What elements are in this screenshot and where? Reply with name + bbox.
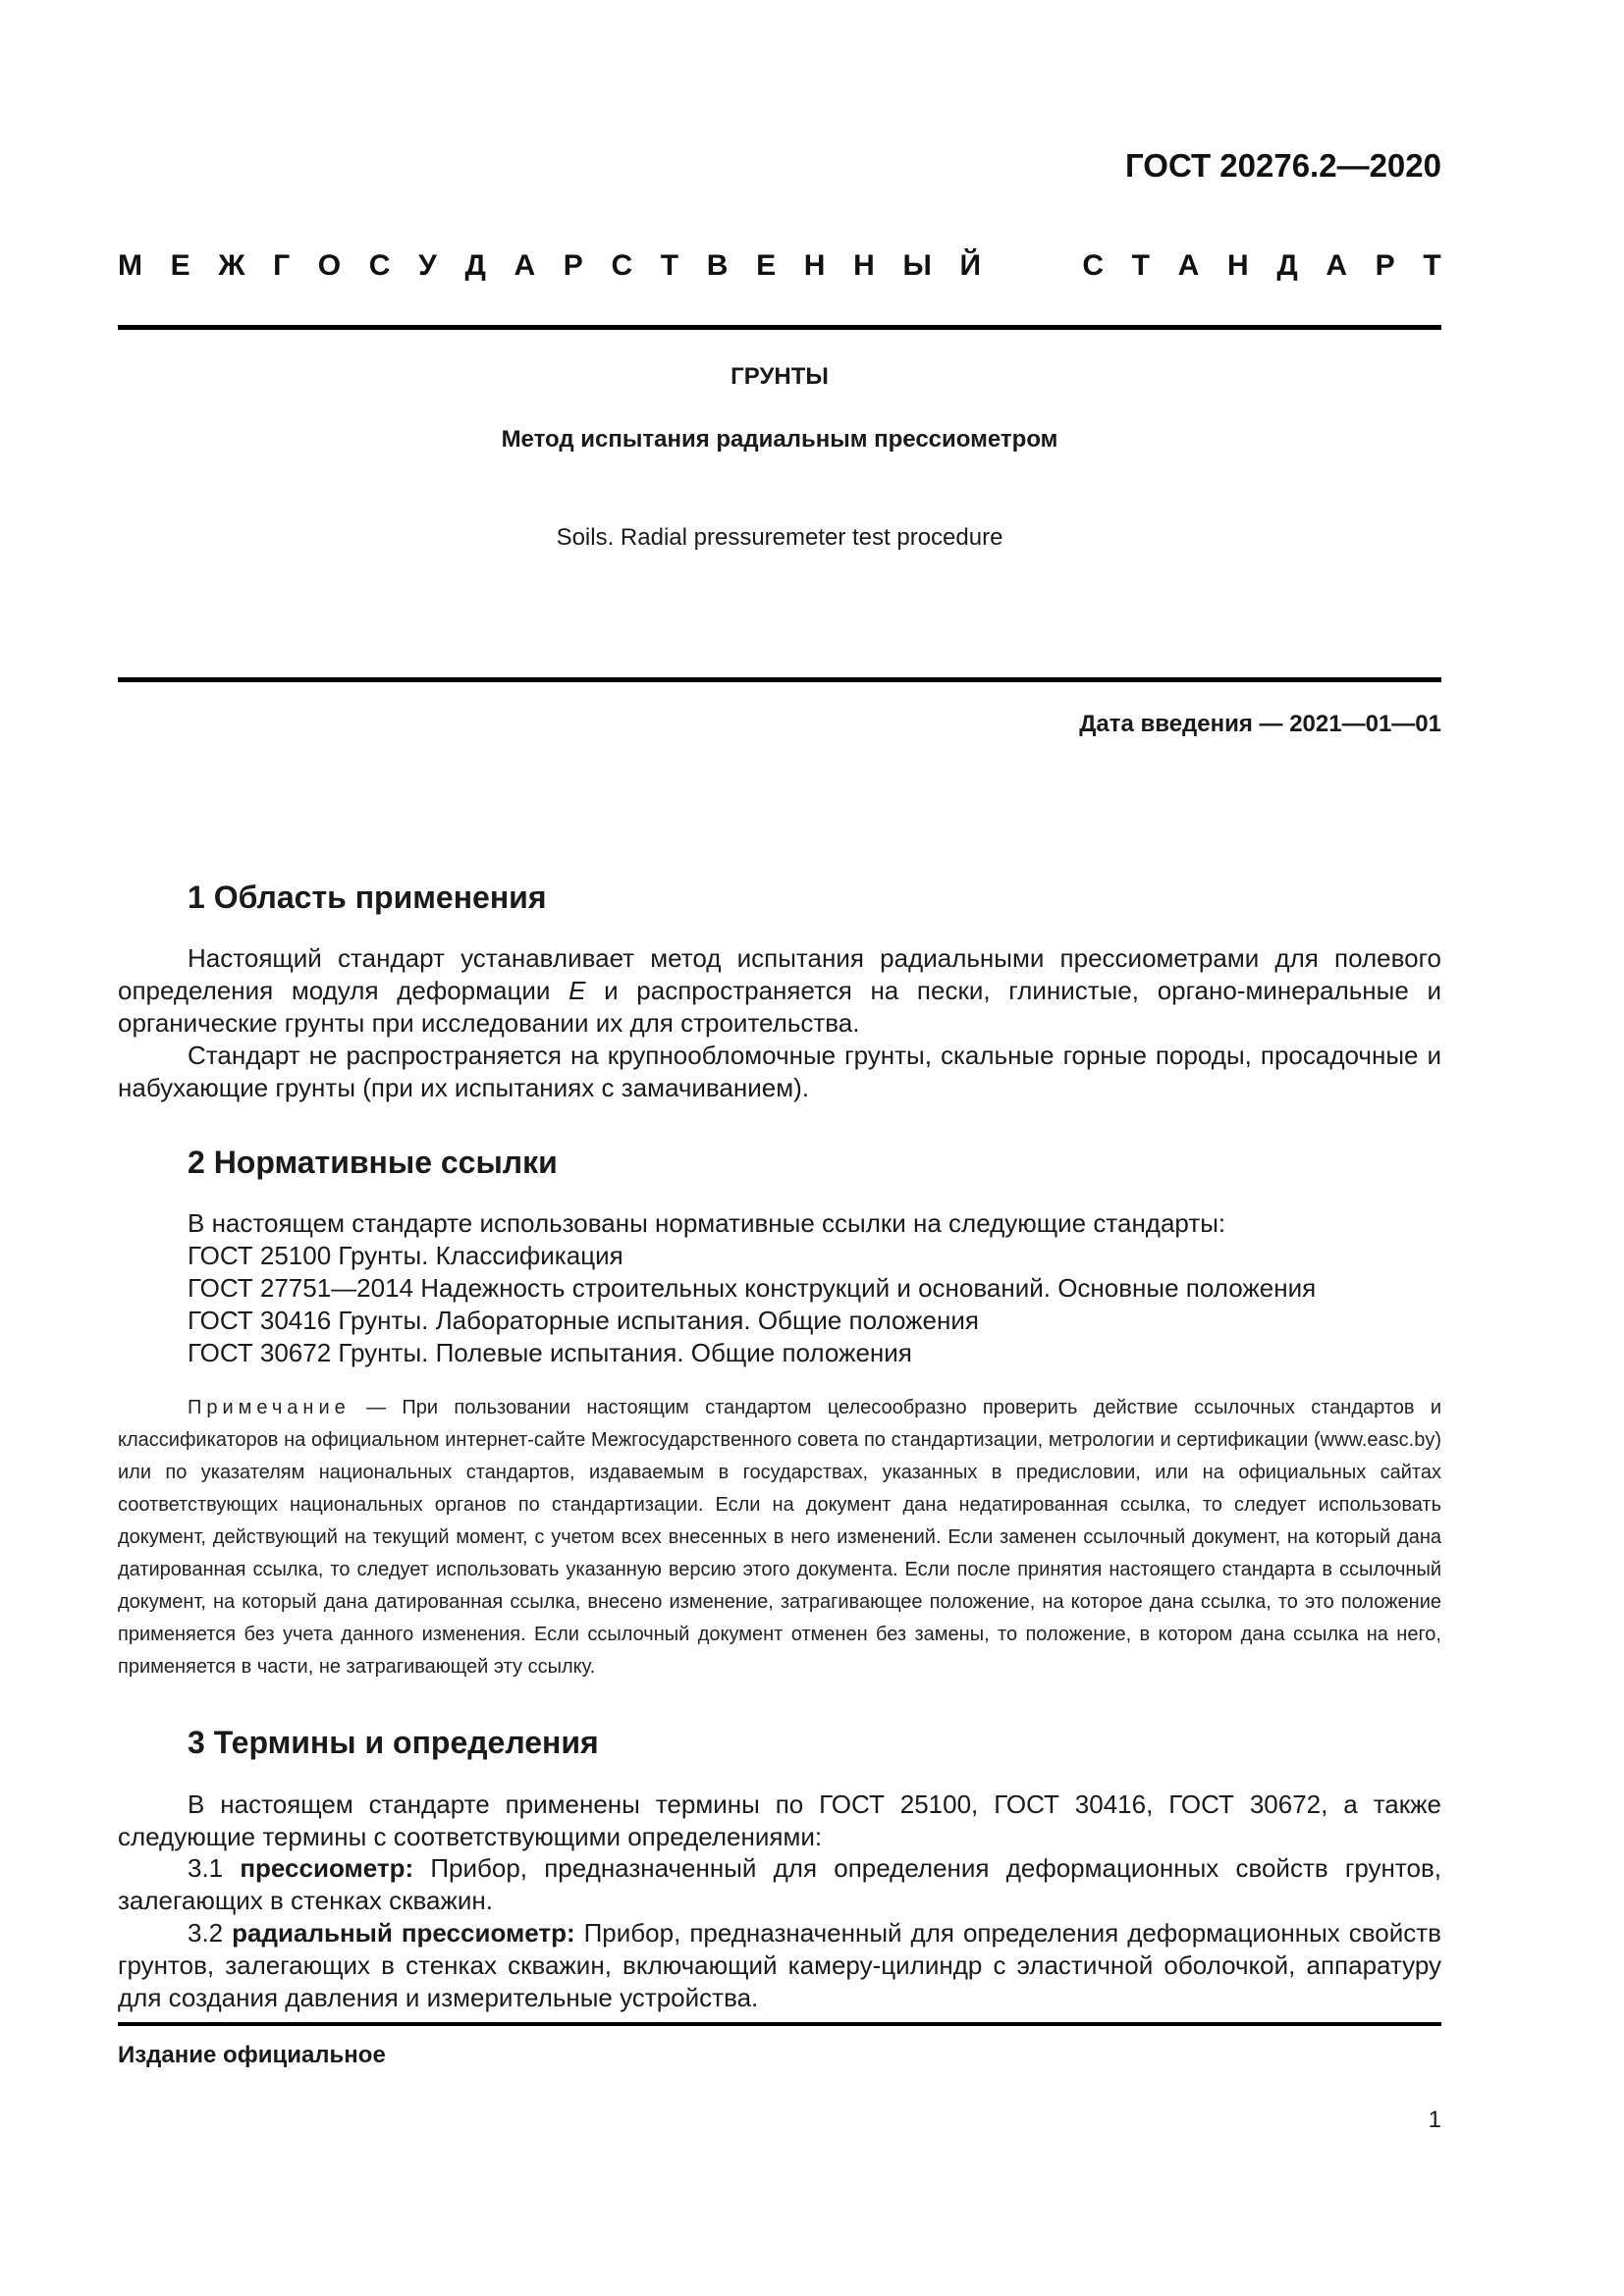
banner-letter: Н bbox=[1226, 249, 1249, 282]
banner-letter: Т bbox=[1131, 249, 1150, 282]
document-title: ГРУНТЫ bbox=[731, 363, 829, 390]
banner-letter: А bbox=[1177, 249, 1200, 282]
modulus-symbol: E bbox=[568, 976, 586, 1005]
banner-letter: У bbox=[418, 249, 437, 282]
section-1-heading: 1 Область применения bbox=[188, 880, 547, 915]
term-definition: Прибор, предназначенный для определения деформационных свойств грунтов, залегающих в стенках скважин. bbox=[118, 1853, 1441, 1915]
page-number: 1 bbox=[1428, 2107, 1441, 2133]
note-label: Примечание bbox=[188, 1397, 351, 1418]
banner-letter: Д bbox=[464, 249, 486, 282]
banner-letter: Ы bbox=[902, 249, 932, 282]
banner-letter: Й bbox=[959, 249, 982, 282]
banner-letter: Н bbox=[853, 249, 875, 282]
banner-letter: Д bbox=[1276, 249, 1298, 282]
introduction-date: Дата введения — 2021—01—01 bbox=[1079, 711, 1441, 737]
banner-letter: Е bbox=[756, 249, 777, 282]
note-text: — При пользовании настоящим стандартом целесообразно проверить действие ссылочных стандартов и классификаторов на официальном интернет-сайте Межгосударственного совета по стандартизации, метрологии и сертификации (www.easc.by) или по указателям национальных стандартов, издаваемым в государствах, указанных в предисловии, или на официальных сайтах соответствующих национальных органов по стандартизации. Если на документ дана недатированная ссылка, то следует использовать документ, действующий на текущий момент, с учетом всех внесенных в него изменений. Если заменен ссылочный документ, на который дана датированная ссылка, то следует использовать указанную версию этого документа. Если после принятия настоящего стандарта в ссылочный документ, на который дана датированная ссылка, внесено изменение, затрагивающее положение, на которое дана ссылка, то это положение применяется без учета данного изменения. Если ссылочный документ отменен без замены, то положение, в котором дана ссылка на него, применяется в части, не затрагивающей эту ссылку. bbox=[118, 1397, 1441, 1678]
banner-letter: О bbox=[317, 249, 342, 282]
normative-references-list bbox=[188, 1207, 1316, 1369]
term-number: 3.2 bbox=[188, 1918, 233, 1948]
text-run: Настоящий стандарт устанавливает метод испытания радиальными прессиометрами для полевого определения модуля деформации bbox=[118, 943, 1441, 1005]
section-1-paragraph-2: Стандарт не распространяется на крупнообломочные грунты, скальные горные породы, просадочные и набухающие грунты (при их испытаниях с замачиванием). bbox=[118, 1041, 1441, 1102]
banner-letter: А bbox=[514, 249, 536, 282]
banner-letter: В bbox=[706, 249, 729, 282]
banner-letter: С bbox=[368, 249, 391, 282]
banner-word-gap bbox=[1009, 249, 1055, 283]
title-divider bbox=[118, 677, 1441, 682]
banner-letter: Н bbox=[803, 249, 826, 282]
term-pressuremeter bbox=[118, 1852, 1441, 1917]
reference-item: ГОСТ 25100 Грунты. Классификация bbox=[188, 1241, 623, 1270]
banner-letter: Г bbox=[273, 249, 291, 282]
section-3-heading: 3 Термины и определения bbox=[188, 1725, 599, 1760]
banner-letter: Т bbox=[660, 249, 679, 282]
banner-letter: С bbox=[611, 249, 633, 282]
banner-letter: А bbox=[1326, 249, 1348, 282]
banner-letter: С bbox=[1082, 249, 1105, 282]
reference-item: ГОСТ 30672 Грунты. Полевые испытания. Общие положения bbox=[188, 1338, 912, 1367]
official-edition-label: Издание официальное bbox=[118, 2042, 386, 2068]
banner-letter: Р bbox=[563, 249, 583, 282]
text-run: и распространяется на пески, глинистые, органо-минеральные и органические грунты при исследовании их для строительства. bbox=[118, 976, 1442, 1038]
term-definition: Прибор, предназначенный для определения деформационных свойств грунтов, залегающих в стенках скважин, включающий камеру-цилиндр с эластичной оболочкой, аппаратуру для создания давления и измерительные устройства. bbox=[118, 1918, 1441, 2012]
section-3-intro: В настоящем стандарте применены термины по ГОСТ 25100, ГОСТ 30416, ГОСТ 30672, а также следующие термины с соответствующими определениями: bbox=[118, 1789, 1441, 1851]
term-number: 3.1 bbox=[188, 1853, 241, 1883]
reference-item: ГОСТ 27751—2014 Надежность строительных конструкций и оснований. Основные положения bbox=[188, 1273, 1317, 1303]
banner-letter: Т bbox=[1423, 249, 1441, 282]
term-name: радиальный прессиометр: bbox=[232, 1918, 575, 1948]
references-intro: В настоящем стандарте использованы нормативные ссылки на следующие стандарты: bbox=[188, 1208, 1226, 1238]
document-subtitle: Метод испытания радиальным прессиометром bbox=[501, 426, 1058, 453]
document-code: ГОСТ 20276.2—2020 bbox=[1125, 147, 1441, 184]
english-title: Soils. Radial pressuremeter test procedure bbox=[556, 524, 1003, 551]
banner-letter: Р bbox=[1375, 249, 1395, 282]
section-1-paragraph-1 bbox=[118, 942, 1441, 1040]
banner-letter: М bbox=[118, 249, 142, 282]
section-2-heading: 2 Нормативные ссылки bbox=[188, 1145, 558, 1180]
reference-item: ГОСТ 30416 Грунты. Лабораторные испытания. Общие положения bbox=[188, 1306, 979, 1335]
term-radial-pressuremeter bbox=[118, 1917, 1441, 2014]
top-divider bbox=[118, 325, 1441, 330]
banner-letter: Ж bbox=[218, 249, 245, 282]
banner-letter: Е bbox=[170, 249, 190, 282]
footer-divider bbox=[118, 2022, 1441, 2026]
references-note bbox=[118, 1392, 1441, 1683]
interstate-standard-banner bbox=[118, 249, 1441, 283]
term-name: прессиометр: bbox=[240, 1853, 414, 1883]
